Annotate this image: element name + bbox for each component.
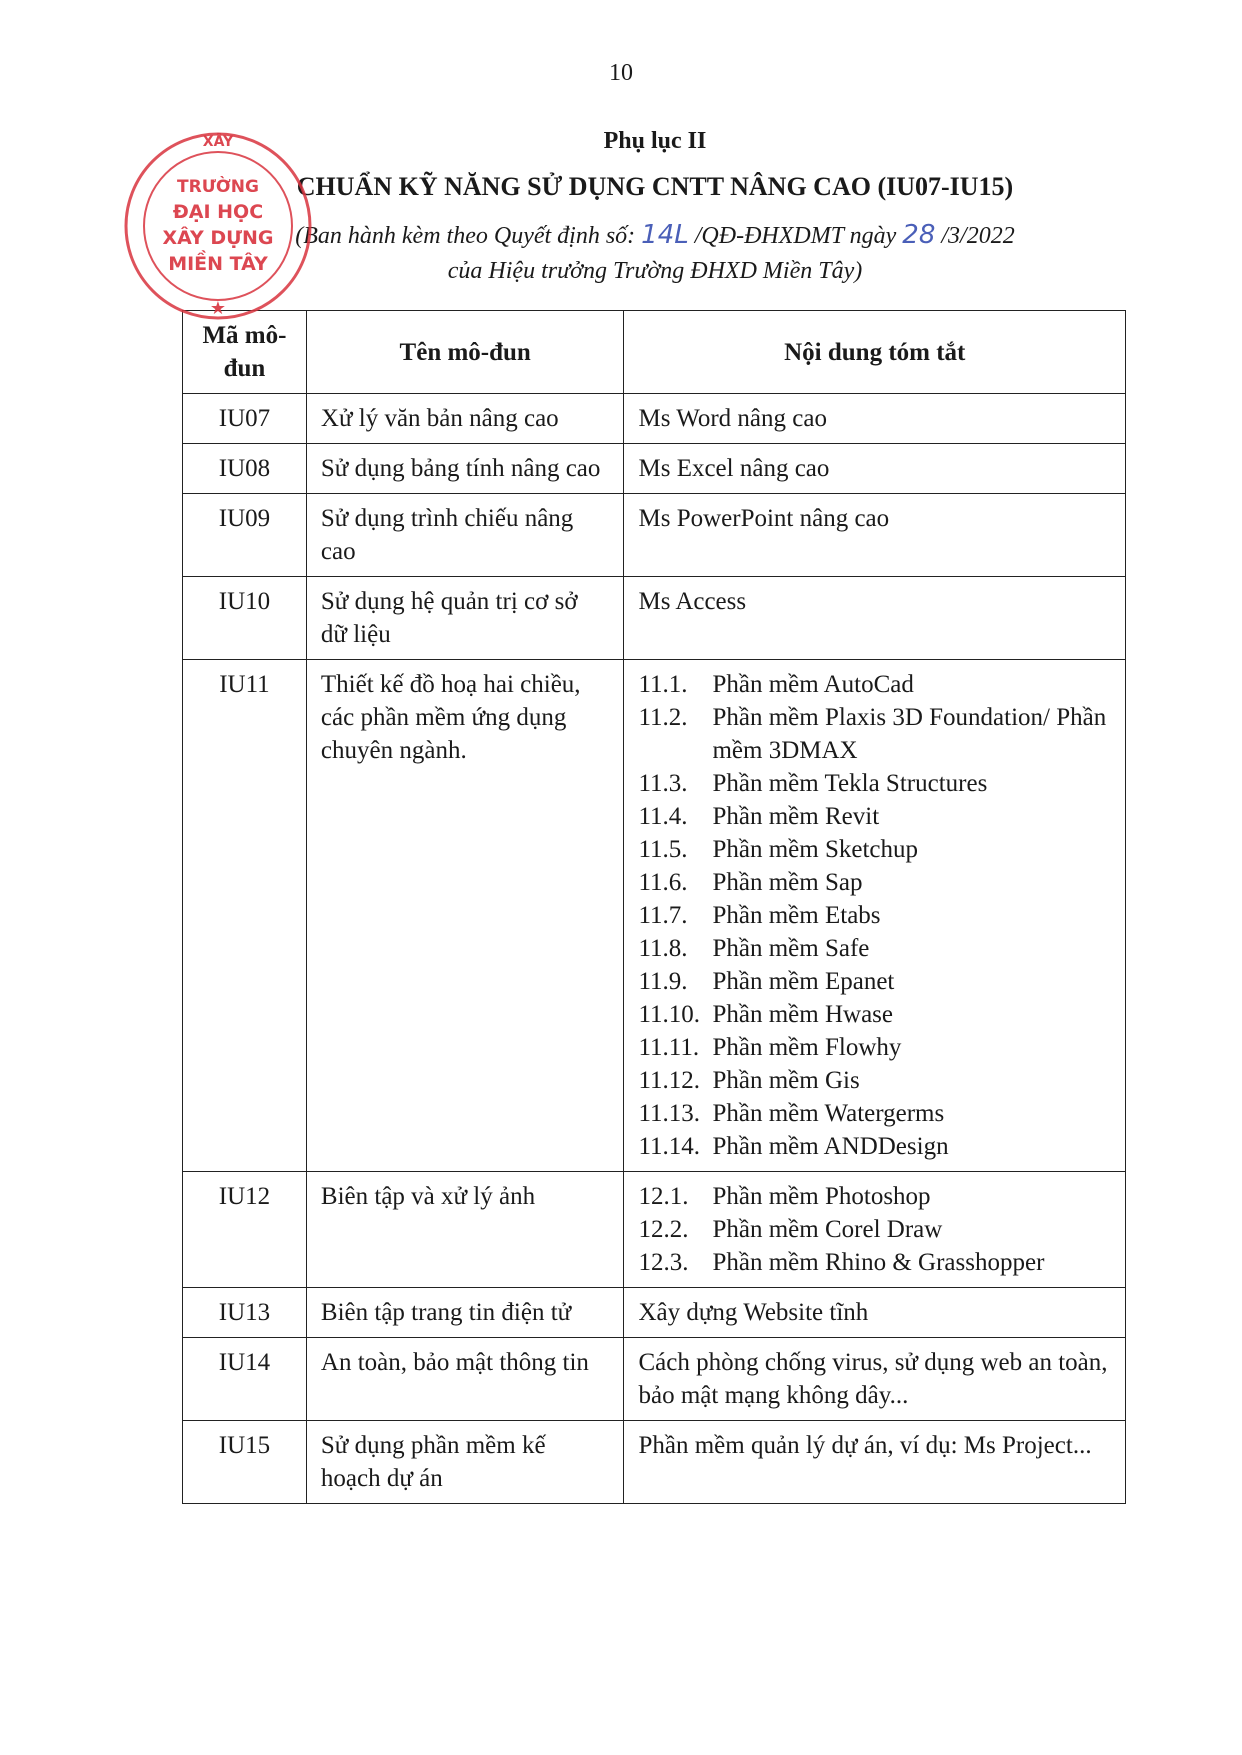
module-content [624,1172,1126,1288]
list-item [638,965,1111,998]
item-text: Phần mềm Sap [712,869,863,896]
module-content: Cách phòng chống virus, sử dụng web an toàn, bảo mật mạng không dây... [624,1338,1126,1421]
stamp-top-text: XÂY [202,134,234,150]
item-number: 12.3. [638,1249,689,1276]
module-content: Phần mềm quản lý dự án, ví dụ: Ms Project... [624,1421,1126,1504]
table-row [183,394,1126,444]
list-item [638,1031,1111,1064]
list-item [638,1130,1111,1163]
item-text: Phần mềm Gis [712,1067,860,1094]
module-name: An toàn, bảo mật thông tin [306,1338,624,1421]
list-item [638,1064,1111,1097]
module-code: IU13 [183,1288,307,1338]
item-number: 11.9. [638,968,688,995]
module-content: Ms PowerPoint nâng cao [624,494,1126,577]
item-number: 11.12. [638,1067,701,1094]
list-item [638,866,1111,899]
item-text: Phần mềm Etabs [712,902,881,929]
table-row [183,660,1126,1172]
item-number: 11.8. [638,935,688,962]
module-content [624,660,1126,1172]
module-name: Xử lý văn bản nâng cao [306,394,624,444]
item-number: 11.11. [638,1034,700,1061]
module-code: IU07 [183,394,307,444]
item-text: Phần mềm Corel Draw [712,1216,943,1243]
item-text: Phần mềm Rhino & Grasshopper [712,1249,1045,1276]
module-name: Thiết kế đồ hoạ hai chiều, các phần mềm ứng dụng chuyên ngành. [306,660,624,1172]
module-name: Sử dụng phần mềm kế hoạch dự án [306,1421,624,1504]
software-list [638,668,1111,1163]
header-name: Tên mô-đun [306,311,624,394]
item-number: 11.10. [638,1001,701,1028]
module-code: IU08 [183,444,307,494]
item-text: Phần mềm Flowhy [712,1034,902,1061]
module-name: Sử dụng trình chiếu nâng cao [306,494,624,577]
list-item [638,1180,1111,1213]
list-item [638,998,1111,1031]
table-row [183,494,1126,577]
table-row [183,1338,1126,1421]
item-number: 11.3. [638,770,688,797]
list-item [638,833,1111,866]
item-number: 11.6. [638,869,688,896]
header-code: Mã mô-đun [183,311,307,394]
stamp-line-4: MIỀN TÂY [168,253,268,275]
decision-middle: /QĐ-ĐHXDMT ngày [688,223,903,249]
item-number: 11.13. [638,1100,701,1127]
module-code: IU10 [183,577,307,660]
item-text: Phần mềm Revit [712,803,880,830]
document-title: CHUẨN KỸ NĂNG SỬ DỤNG CNTT NÂNG CAO (IU07-IU15) [296,172,1014,201]
table-row [183,1421,1126,1504]
item-text: Phần mềm Epanet [712,968,895,995]
item-number: 11.14. [638,1133,701,1160]
decision-prefix: (Ban hành kèm theo Quyết định số: [295,223,642,249]
module-code: IU14 [183,1338,307,1421]
stamp-inner-ring [144,152,292,300]
item-text: Phần mềm AutoCad [712,671,914,698]
list-item [638,932,1111,965]
item-text: Phần mềm Plaxis 3D Foundation/ Phần mềm 3DMAX [712,704,1107,764]
list-item [638,899,1111,932]
page-number: 10 [609,60,633,86]
item-text: Phần mềm Safe [712,935,870,962]
item-text: Phần mềm Photoshop [712,1183,931,1210]
stamp-line-3: XÂY DỰNG [162,227,274,249]
module-name: Biên tập và xử lý ảnh [306,1172,624,1288]
item-text: Phần mềm ANDDesign [712,1133,949,1160]
table-row [183,1172,1126,1288]
module-code: IU09 [183,494,307,577]
stamp-outer-ring [126,134,310,318]
item-number: 11.1. [638,671,688,698]
list-item [638,1213,1111,1246]
handwritten-decision-number: 14L [641,220,689,250]
table-header-row [183,311,1126,394]
header-content: Nội dung tóm tắt [624,311,1126,394]
handwritten-day: 28 [902,220,936,250]
item-number: 11.5. [638,836,688,863]
module-name: Sử dụng hệ quản trị cơ sở dữ liệu [306,577,624,660]
module-code: IU12 [183,1172,307,1288]
item-number: 12.1. [638,1183,689,1210]
list-item [638,767,1111,800]
table-row [183,444,1126,494]
stamp-star-icon: ★ [209,298,227,319]
item-text: Phần mềm Hwase [712,1001,894,1028]
university-stamp [118,126,318,326]
module-name: Biên tập trang tin điện tử [306,1288,624,1338]
module-content: Ms Excel nâng cao [624,444,1126,494]
item-number: 12.2. [638,1216,689,1243]
module-code: IU11 [183,660,307,1172]
module-content: Ms Word nâng cao [624,394,1126,444]
module-content: Ms Access [624,577,1126,660]
stamp-line-1: TRƯỜNG [177,177,259,197]
list-item [638,800,1111,833]
table-row [183,577,1126,660]
module-name: Sử dụng bảng tính nâng cao [306,444,624,494]
list-item [638,1097,1111,1130]
module-table [182,310,1126,1504]
item-number: 11.4. [638,803,688,830]
item-text: Phần mềm Watergerms [712,1100,945,1127]
item-number: 11.2. [638,704,688,731]
list-item [638,701,1111,767]
item-text: Phần mềm Sketchup [712,836,919,863]
item-text: Phần mềm Tekla Structures [712,770,988,797]
issuer-line: của Hiệu trưởng Trường ĐHXD Miền Tây) [447,258,863,284]
software-list [638,1180,1111,1279]
appendix-label: Phụ lục II [603,128,707,154]
list-item [638,668,1111,701]
table-row [183,1288,1126,1338]
decision-suffix: /3/2022 [935,223,1015,249]
module-code: IU15 [183,1421,307,1504]
module-content: Xây dựng Website tĩnh [624,1288,1126,1338]
item-number: 11.7. [638,902,688,929]
stamp-line-2: ĐẠI HỌC [172,201,264,223]
list-item [638,1246,1111,1279]
